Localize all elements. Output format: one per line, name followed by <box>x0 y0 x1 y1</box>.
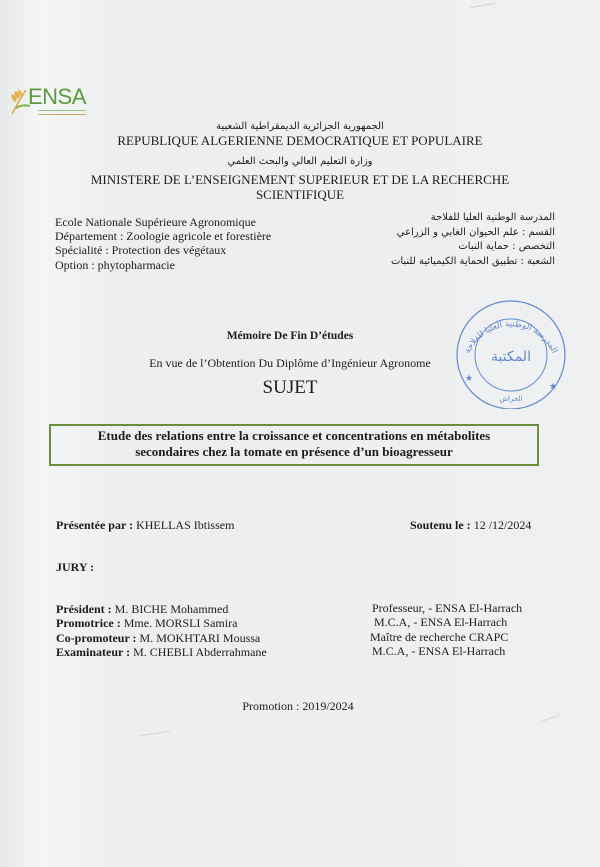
jury-member <box>56 645 267 659</box>
presented-by-value: KHELLAS Ibtissem <box>136 518 235 532</box>
jury-name: M. MOKHTARI Moussa <box>139 630 261 645</box>
jury-label: JURY : <box>56 560 95 574</box>
arabic-republic-title: الجمهورية الجزائرية الديمقراطية الشعبية <box>216 121 384 132</box>
memoire-type: Mémoire De Fin D’études <box>226 330 354 342</box>
logo-text: ENSA <box>28 84 86 109</box>
speciality: Spécialité : Protection des végétaux <box>55 243 227 258</box>
star-icon: ★ <box>549 381 558 391</box>
jury-members <box>56 602 267 659</box>
defense-date-value: 12 /12/2024 <box>473 518 532 532</box>
defense-date-label: Soutenu le : <box>410 518 471 532</box>
thesis-title-line1: Etude des relations entre la croissance et concentrations en métabolites <box>97 428 491 443</box>
library-stamp <box>451 297 571 409</box>
department: Département : Zoologie agricole et forestière <box>55 229 272 244</box>
logo-subtitle <box>38 110 86 115</box>
jury-affiliations <box>372 601 522 658</box>
jury-affiliation: Professeur, - ENSA El-Harrach <box>372 601 523 615</box>
jury-role: Promotrice : <box>56 616 121 631</box>
thesis-title-line2: secondaires chez la tomate en présence d’un bioagresseur <box>135 444 453 459</box>
ministry-title-line2: SCIENTIFIQUE <box>255 187 345 202</box>
defense-date <box>410 518 531 533</box>
option: Option : phytopharmacie <box>55 257 175 272</box>
institution-info-fr <box>55 215 271 272</box>
school-name: Ecole Nationale Supérieure Agronomique <box>55 215 256 229</box>
jury-name: M. CHEBLI Abderrahmane <box>133 644 267 659</box>
jury-name: Mme. MORSLI Samira <box>123 616 238 631</box>
jury-role: Co-promoteur : <box>56 630 137 645</box>
jury-role: Examinateur : <box>56 644 131 659</box>
speciality-ar: التخصص : حماية النبات <box>458 241 555 252</box>
jury-name: M. BICHE Mohammed <box>114 602 229 616</box>
arabic-ministry-title: وزارة التعليم العالي والبحث العلمي <box>227 156 373 167</box>
jury-member <box>56 616 267 630</box>
institution-info-ar <box>391 211 555 269</box>
stamp-outer-text: المدرسة الوطنية العليا للفلاحة <box>462 319 560 356</box>
jury-role: Président : <box>56 602 112 616</box>
diploma-purpose: En vue de l’Obtention Du Diplôme d’Ingénieur Agronome <box>149 356 431 370</box>
star-icon: ★ <box>465 373 474 383</box>
presented-by-label: Présentée par : <box>56 518 134 532</box>
ensa-logo <box>8 84 88 120</box>
jury-member <box>56 631 267 645</box>
option-ar: الشعبة : تطبيق الحماية الكيميائية للنبات <box>390 255 555 267</box>
jury-affiliation: M.C.A, - ENSA El-Harrach <box>372 643 506 658</box>
school-name-ar: المدرسة الوطنية العليا للفلاحة <box>430 212 555 223</box>
department-ar: القسم : علم الحيوان الغابي و الزراعي <box>396 226 555 238</box>
jury-affiliation: M.C.A, - ENSA El-Harrach <box>374 615 508 630</box>
ministry-title-line1: MINISTERE DE L’ENSEIGNEMENT SUPERIEUR ET DE LA RECHERCHE <box>90 172 510 187</box>
thesis-title-box <box>49 424 539 466</box>
presented-by <box>56 518 234 533</box>
subject-label: SUJET <box>262 377 318 398</box>
wheat-icon <box>8 86 30 116</box>
promotion: Promotion : 2019/2024 <box>242 699 354 713</box>
stamp-center-text: المكتبة <box>491 349 531 365</box>
stamp-bottom-text: الحراش <box>499 395 523 403</box>
republic-title: REPUBLIQUE ALGERIENNE DEMOCRATIQUE ET POPULAIRE <box>117 133 483 148</box>
jury-affiliation: Maître de recherche CRAPC <box>370 629 509 644</box>
jury-member <box>56 602 267 616</box>
